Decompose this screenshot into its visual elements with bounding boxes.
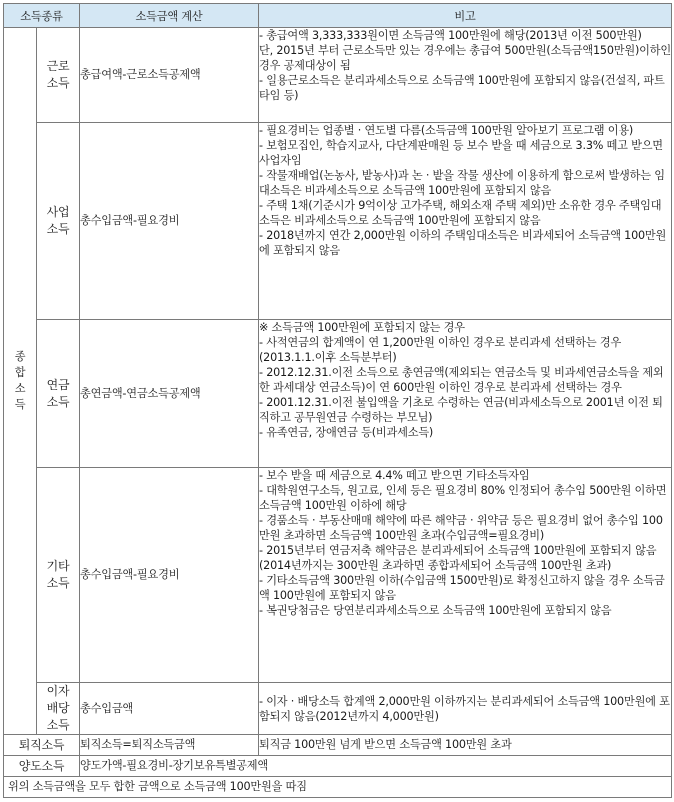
- group-label-char: 종: [14, 350, 26, 363]
- retirement-income-label: 퇴직소득: [4, 735, 80, 756]
- header-income-type: 소득종류: [4, 4, 80, 28]
- note-item: - 2001.12.31.이전 불입액을 기초로 수령하는 연금(비과세소득으로 2001년 이전 퇴직하고 공무원연금 수령하는 부모님): [259, 396, 663, 424]
- note-item: - 2015년부터 연금저축 해약금은 분리과세되어 소득금액 100만원에 포함되지 않음(2014년까지는 300만원 초과하면 종합과세되어 소득금액 100만원 초과): [259, 544, 657, 572]
- category-cell: [37, 123, 80, 320]
- notes-cell: [259, 28, 672, 123]
- note-item: - 2012.12.31.이전 소득으로 총연금액(제외되는 연금소득 및 비과세연금소득을 제외한 과세대상 연금소득)이 연 600만원 이하인 경우로 분리과세 선택하는 경우: [259, 366, 664, 394]
- notes-cell: [259, 123, 672, 320]
- group-label-char: 소: [14, 382, 26, 395]
- formula-cell: 총수입금액: [80, 683, 259, 735]
- retirement-note: 퇴직금 100만원 넘게 받으면 소득금액 100만원 초과: [259, 735, 672, 756]
- notes-cell: [259, 320, 672, 468]
- note-item: - 일용근로소득은 분리과세소득으로 소득금액 100만원에 포함되지 않음(건설직, 파트 타임 등): [259, 74, 665, 102]
- transfer-formula: 양도가액-필요경비-장기보유특별공제액: [80, 756, 672, 777]
- category-label-line: 근로: [46, 59, 70, 73]
- note-item: - 기타소득금액 300만원 이하(수입금액 1500만원)로 확정신고하지 않을 경우 소득금액 100만원에 포함되지 않음: [259, 574, 665, 602]
- category-label-line: 이자: [46, 684, 70, 698]
- note-item: 단, 2015년 부터 근로소득만 있는 경우에는 총급여 500만원(소득금액150만원)이하인 경우 공제대상이 됨: [259, 44, 671, 72]
- category-label-line: 소득: [46, 222, 70, 236]
- formula-cell: 총수입금액-필요경비: [80, 123, 259, 320]
- formula-cell: 총연금액-연금소득공제액: [80, 320, 259, 468]
- category-label-line: 배당: [46, 701, 70, 715]
- note-item: - 필요경비는 업종별 · 연도별 다름(소득금액 100만원 알아보기 프로그램 이용): [259, 124, 634, 137]
- group-label-char: 득: [14, 398, 26, 411]
- retirement-formula: 퇴직소득=퇴직소득금액: [80, 735, 259, 756]
- notes-cell: [259, 468, 672, 683]
- note-item: - 유족연금, 장애연금 등(비과세소득): [259, 426, 434, 439]
- note-item: ※ 소득금액 100만원에 포함되지 않는 경우: [259, 321, 465, 334]
- income-table: [3, 3, 672, 798]
- note-item: - 보수 받을 때 세금으로 4.4% 떼고 받으면 기타소득자임: [259, 469, 530, 482]
- category-cell: [37, 320, 80, 468]
- note-item: - 작물재배업(논농사, 밭농사)과 논 · 밭을 작물 생산에 이용하게 함으로써 발생하는 임대소득은 비과세소득으로 소득금액 100만원에 포함되지 않음: [259, 169, 665, 197]
- note-item: - 총급여액 3,333,333원이면 소득금액 100만원에 해당(2013년 이전 500만원): [259, 29, 642, 42]
- comprehensive-income-group: [4, 28, 37, 735]
- category-cell: [37, 683, 80, 735]
- category-label-line: 소득: [46, 76, 70, 90]
- group-label: [15, 349, 26, 413]
- note-item: - 경품소득 · 부동산매매 해약에 따른 해약금 · 위약금 등은 필요경비 없어 총수입 100만원 초과하면 소득금액 100만원 초과(수입금액=필요경비): [259, 514, 663, 542]
- note-item: - 이자 · 배당소득 합계액 2,000만원 이하까지는 분리과세되어 소득금액 100만원에 포함되지 않음(2012년까지 4,000만원): [259, 694, 670, 723]
- group-label-char: 합: [14, 366, 26, 379]
- header-remarks: 비고: [259, 4, 672, 28]
- formula-cell: 총급여액-근로소득공제액: [80, 28, 259, 123]
- category-label-line: 연금: [46, 377, 70, 392]
- category-cell: [37, 468, 80, 683]
- category-label-line: 사업: [46, 205, 70, 219]
- note-item: - 사적연금의 합계액이 연 1,200만원 이하인 경우로 분리과세 선택하는 경우(2013.1.1.이후 소득분부터): [259, 336, 622, 364]
- notes-cell: [259, 683, 672, 735]
- table-footer-note: 위의 소득금액을 모두 합한 금액으로 소득금액 100만원을 따짐: [4, 777, 672, 798]
- category-label-line: 소득: [46, 718, 70, 732]
- note-item: - 복권당첨금은 당연분리과세소득으로 소득금액 100만원에 포함되지 않음: [259, 604, 612, 617]
- note-item: - 보험모집인, 학습지교사, 다단계판매원 등 보수 받을 때 세금으로 3.3% 떼고 받으면 사업자임: [259, 139, 663, 167]
- category-cell: [37, 28, 80, 123]
- note-item: - 대학원연구소득, 원고료, 인세 등은 필요경비 80% 인정되어 총수입 500만원 이하면 소득금액 100만원 이하에 해당: [259, 484, 667, 512]
- header-income-calc: 소득금액 계산: [80, 4, 259, 28]
- formula-cell: 총수입금액-필요경비: [80, 468, 259, 683]
- transfer-income-label: 양도소득: [4, 756, 80, 777]
- note-item: - 2018년까지 연간 2,000만원 이하의 주택임대소득은 비과세되어 소득금액 100만원에 포함되지 않음: [259, 229, 667, 257]
- category-label-line: 소득: [46, 576, 70, 590]
- category-label-line: 기타: [46, 559, 70, 573]
- category-label-line: 소득: [46, 394, 70, 409]
- note-item: - 주택 1채(기준시가 9억이상 고가주택, 해외소재 주택 제외)만 소유한 경우 주택임대소득은 비과세소득으로 소득금액 100만원에 포함되지 않음: [259, 199, 662, 227]
